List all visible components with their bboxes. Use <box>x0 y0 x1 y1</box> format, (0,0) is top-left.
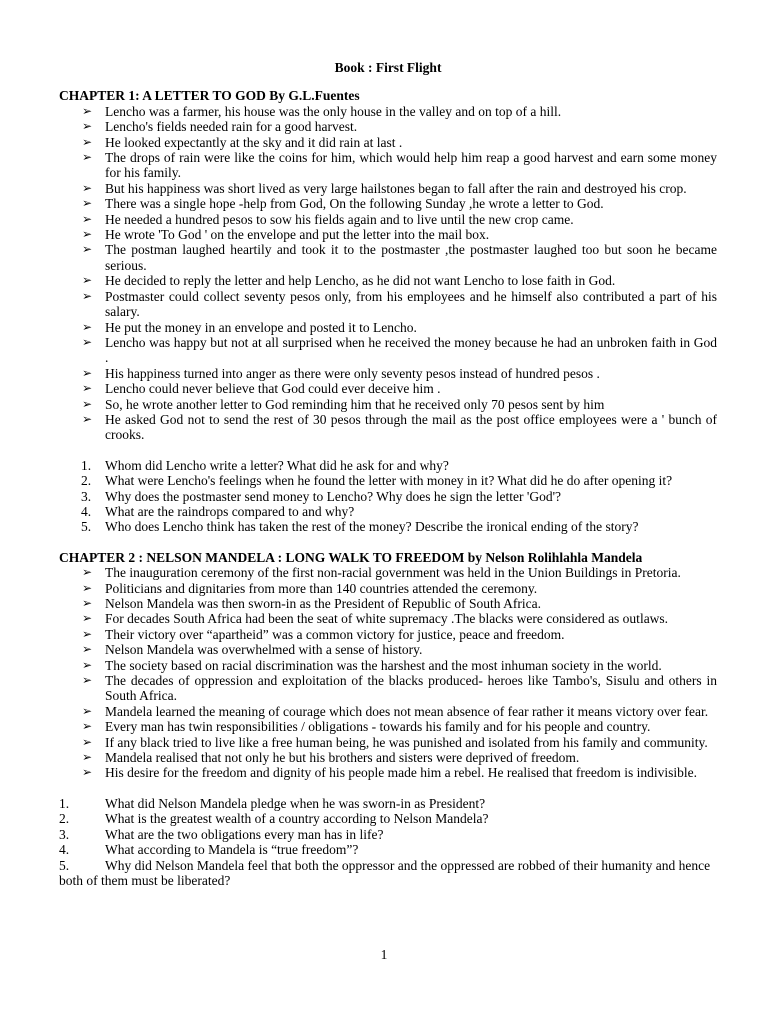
summary-point-text: Postmaster could collect seventy pesos only, from his employees and he himself also contributed a part of his salary. <box>105 288 717 320</box>
arrow-bullet-icon: ➢ <box>82 750 93 765</box>
summary-point <box>59 412 717 443</box>
summary-point-text: Lencho was a farmer, his house was the only house in the valley and on top of a hill. <box>105 103 562 119</box>
summary-point-text: The inauguration ceremony of the first non-racial government was held in the Union Buildings in Pretoria. <box>105 565 681 581</box>
chapter-1-heading: CHAPTER 1: A LETTER TO GOD By G.L.Fuentes <box>59 88 360 104</box>
summary-point <box>59 119 717 134</box>
arrow-bullet-icon: ➢ <box>82 703 93 718</box>
arrow-bullet-icon: ➢ <box>82 288 93 303</box>
summary-point-text: He asked God not to send the rest of 30 pesos through the mail as the post office employees were a ' bunch of crooks. <box>105 411 717 443</box>
summary-point-text: The society based on racial discrimination was the harshest and the most inhuman society in the world. <box>105 657 662 673</box>
question-item <box>59 519 717 534</box>
summary-point <box>59 335 717 366</box>
chapter-2-heading: CHAPTER 2 : NELSON MANDELA : LONG WALK TO FREEDOM by Nelson Rolihlahla Mandela <box>59 549 643 565</box>
question-text: Who does Lencho think has taken the rest of the money? Describe the ironical ending of the story? <box>105 519 639 535</box>
arrow-bullet-icon: ➢ <box>82 411 93 426</box>
summary-point <box>59 719 717 734</box>
arrow-bullet-icon: ➢ <box>82 242 93 257</box>
summary-point-text: His desire for the freedom and dignity of his people made him a rebel. He realised that freedom is indivisible. <box>105 765 697 781</box>
summary-point-text: Lencho's fields needed rain for a good harvest. <box>105 119 358 135</box>
question-number: 5. <box>81 519 92 535</box>
summary-point-text: Nelson Mandela was overwhelmed with a sense of history. <box>105 642 423 658</box>
arrow-bullet-icon: ➢ <box>82 626 93 641</box>
question-number: 1. <box>59 795 70 811</box>
summary-point <box>59 196 717 211</box>
arrow-bullet-icon: ➢ <box>82 642 93 657</box>
question-item <box>59 504 717 519</box>
summary-point <box>59 611 717 626</box>
arrow-bullet-icon: ➢ <box>82 196 93 211</box>
question-text: Whom did Lencho write a letter? What did he ask for and why? <box>105 457 449 473</box>
summary-point-text: So, he wrote another letter to God reminding him that he received only 70 pesos sent by him <box>105 396 605 412</box>
summary-point <box>59 765 717 780</box>
summary-point <box>59 289 717 320</box>
arrow-bullet-icon: ➢ <box>82 580 93 595</box>
summary-point <box>59 750 717 765</box>
arrow-bullet-icon: ➢ <box>82 334 93 349</box>
summary-point-text: He put the money in an envelope and posted it to Lencho. <box>105 319 417 335</box>
arrow-bullet-icon: ➢ <box>82 657 93 672</box>
summary-point-text: Every man has twin responsibilities / obligations - towards his family and for his people and country. <box>105 719 651 735</box>
summary-point-text: The postman laughed heartily and took it to the postmaster ,the postmaster laughed too but soon he became serious. <box>105 242 717 273</box>
summary-point <box>59 181 717 196</box>
summary-point-text: His happiness turned into anger as there were only seventy pesos instead of hundred pesos . <box>105 365 600 381</box>
chapter-2-summary-list <box>59 565 717 781</box>
arrow-bullet-icon: ➢ <box>82 103 93 118</box>
arrow-bullet-icon: ➢ <box>82 150 93 165</box>
arrow-bullet-icon: ➢ <box>82 211 93 226</box>
chapter-2-question-list <box>59 796 717 888</box>
summary-point <box>59 212 717 227</box>
arrow-bullet-icon: ➢ <box>82 134 93 149</box>
question-text: What were Lencho's feelings when he found the letter with money in it? What did he do after opening it? <box>105 473 673 489</box>
summary-point-text: He decided to reply the letter and help Lencho, as he did not want Lencho to lose faith in God. <box>105 273 616 289</box>
summary-point <box>59 104 717 119</box>
arrow-bullet-icon: ➢ <box>82 381 93 396</box>
question-item <box>59 827 717 842</box>
summary-point <box>59 242 717 273</box>
arrow-bullet-icon: ➢ <box>82 673 93 688</box>
summary-point-text: He needed a hundred pesos to sow his fields again and to live until the new crop came. <box>105 211 574 227</box>
question-number: 1. <box>81 457 92 473</box>
summary-point-text: The drops of rain were like the coins for him, which would help him reap a good harvest and earn some money for his family. <box>105 150 717 181</box>
question-text: What are the raindrops compared to and why? <box>105 503 355 519</box>
summary-point <box>59 565 717 580</box>
question-item <box>59 842 717 857</box>
arrow-bullet-icon: ➢ <box>82 273 93 288</box>
summary-point-text: Mandela realised that not only he but his brothers and sisters were deprived of freedom. <box>105 750 580 766</box>
summary-point <box>59 366 717 381</box>
summary-point-text: Lencho could never believe that God could ever deceive him . <box>105 381 441 397</box>
summary-point <box>59 704 717 719</box>
arrow-bullet-icon: ➢ <box>82 719 93 734</box>
summary-point-text: Politicians and dignitaries from more than 140 countries attended the ceremony. <box>105 580 538 596</box>
summary-point <box>59 581 717 596</box>
summary-point-text: But his happiness was short lived as very large hailstones began to fall after the rain and destroyed his crop. <box>105 180 687 196</box>
summary-point <box>59 658 717 673</box>
arrow-bullet-icon: ➢ <box>82 734 93 749</box>
arrow-bullet-icon: ➢ <box>82 319 93 334</box>
summary-point-text: If any black tried to live like a free human being, he was punished and isolated from his family and community. <box>105 734 708 750</box>
arrow-bullet-icon: ➢ <box>82 227 93 242</box>
summary-point <box>59 642 717 657</box>
question-text: What according to Mandela is “true freedom”? <box>105 842 359 858</box>
question-item <box>59 473 717 488</box>
question-number: 3. <box>81 488 92 504</box>
question-item <box>59 858 717 889</box>
summary-point-text: For decades South Africa had been the seat of white supremacy .The blacks were considered as outlaws. <box>105 611 669 627</box>
summary-point-text: He looked expectantly at the sky and it did rain at last . <box>105 134 403 150</box>
arrow-bullet-icon: ➢ <box>82 180 93 195</box>
question-number: 2. <box>59 811 70 827</box>
question-text: Why did Nelson Mandela feel that both the oppressor and the oppressed are robbed of their humanity and hence both of them must be liberated? <box>59 857 711 888</box>
question-text: Why does the postmaster send money to Lencho? Why does he sign the letter 'God'? <box>105 488 562 504</box>
summary-point <box>59 135 717 150</box>
question-text: What are the two obligations every man has in life? <box>105 826 384 842</box>
summary-point-text: There was a single hope -help from God, On the following Sunday ,he wrote a letter to God. <box>105 196 604 212</box>
arrow-bullet-icon: ➢ <box>82 365 93 380</box>
summary-point <box>59 150 717 181</box>
summary-point <box>59 381 717 396</box>
summary-point-text: Lencho was happy but not at all surprised when he received the money because he had an unbroken faith in God . <box>105 334 717 366</box>
document-page <box>59 60 717 888</box>
arrow-bullet-icon: ➢ <box>82 396 93 411</box>
arrow-bullet-icon: ➢ <box>82 565 93 580</box>
summary-point-text: Mandela learned the meaning of courage which does not mean absence of fear rather it means victory over fear. <box>105 703 709 719</box>
summary-point <box>59 320 717 335</box>
question-number: 5. <box>59 857 70 873</box>
summary-point <box>59 227 717 242</box>
summary-point-text: He wrote 'To God ' on the envelope and put the letter into the mail box. <box>105 227 490 243</box>
summary-point-text: The decades of oppression and exploitation of the blacks produced- heroes like Tambo's, Sisulu and others in South Africa. <box>105 673 717 704</box>
question-item <box>59 458 717 473</box>
question-text: What is the greatest wealth of a country according to Nelson Mandela? <box>105 811 489 827</box>
question-text: What did Nelson Mandela pledge when he was sworn-in as President? <box>105 795 486 811</box>
summary-point <box>59 627 717 642</box>
question-item <box>59 796 717 811</box>
summary-point-text: Their victory over “apartheid” was a common victory for justice, peace and freedom. <box>105 626 565 642</box>
summary-point <box>59 596 717 611</box>
question-item <box>59 811 717 826</box>
summary-point-text: Nelson Mandela was then sworn-in as the President of Republic of South Africa. <box>105 596 542 611</box>
book-title: Book : First Flight <box>334 60 442 75</box>
chapter-1-question-list <box>59 458 717 535</box>
arrow-bullet-icon: ➢ <box>82 611 93 626</box>
question-item <box>59 489 717 504</box>
question-number: 4. <box>81 503 92 519</box>
arrow-bullet-icon: ➢ <box>82 119 93 134</box>
summary-point <box>59 397 717 412</box>
summary-point <box>59 673 717 704</box>
arrow-bullet-icon: ➢ <box>82 596 93 610</box>
question-number: 4. <box>59 842 70 858</box>
arrow-bullet-icon: ➢ <box>82 765 93 780</box>
summary-point <box>59 735 717 750</box>
summary-point <box>59 273 717 288</box>
question-number: 3. <box>59 826 70 842</box>
question-number: 2. <box>81 473 92 489</box>
page-number: 1 <box>380 947 388 962</box>
chapter-1-summary-list <box>59 104 717 443</box>
